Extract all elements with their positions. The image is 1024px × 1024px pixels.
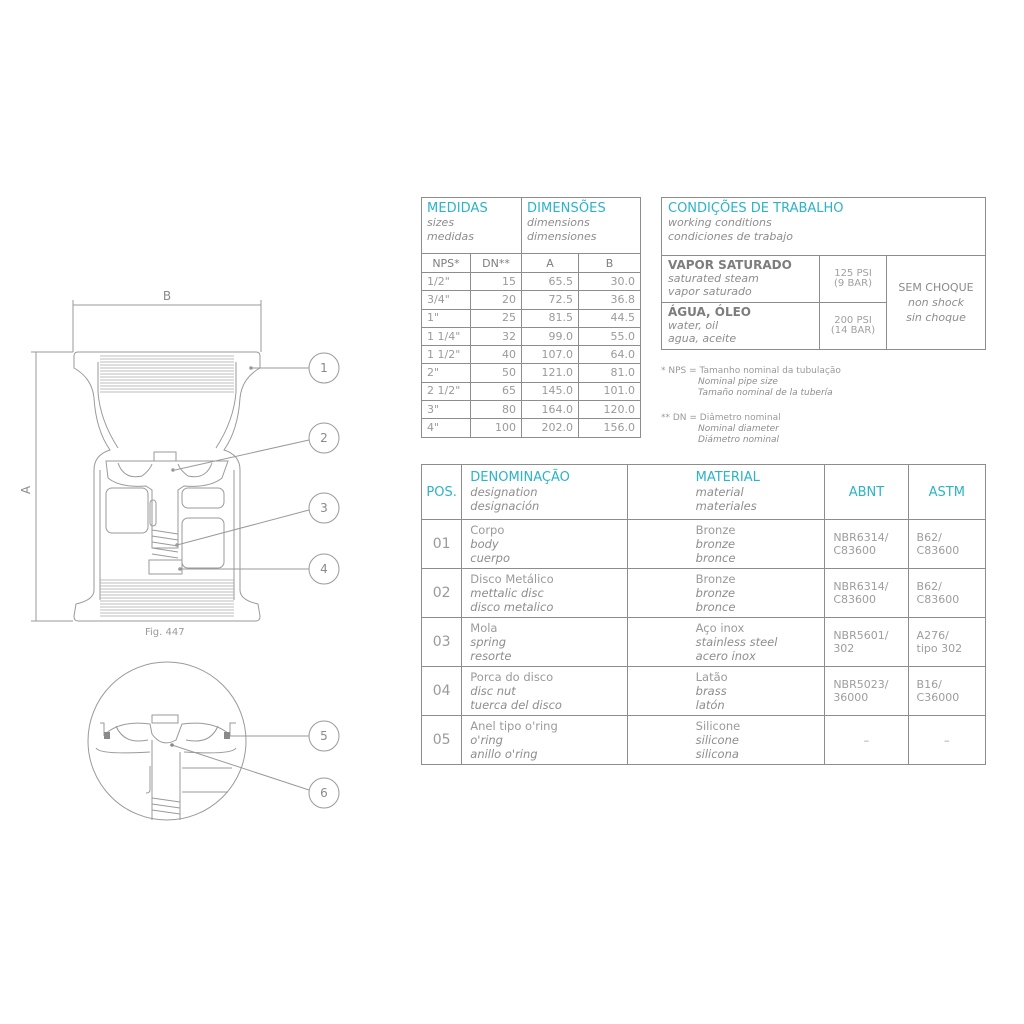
sizes-dimensions-table — [421, 197, 641, 438]
dimensions-group-header: DIMENSÕES dimensions dimensiones — [522, 198, 641, 254]
conditions-header: CONDIÇÕES DE TRABALHO working conditions condiciones de trabajo — [662, 198, 986, 256]
table-row: 4" 100 202.0 156.0 — [422, 419, 641, 437]
col-header-a: A — [522, 254, 579, 273]
working-conditions-table — [661, 197, 986, 350]
footnote-dn: ** DN = Diâmetro nominal — [661, 413, 781, 423]
shock-condition: SEM CHOQUE non shock sin choque — [887, 256, 986, 350]
table-row: 03 Mola spring resorte Aço inox stainless steel acero inox NBR5601/ 302 A276/ tipo 302 — [422, 618, 986, 667]
condition-row-water-oil: ÁGUA, ÓLEO water, oil agua, aceite 200 PSI (14 BAR) — [662, 303, 986, 350]
figure-caption: Fig. 447 — [145, 627, 185, 638]
col-header-pos: POS. — [422, 465, 462, 520]
col-header-b: B — [579, 254, 641, 273]
callout-6: 6 — [320, 786, 328, 800]
sizes-group-header: MEDIDAS sizes medidas — [422, 198, 522, 254]
table-row: 1 1/4" 32 99.0 55.0 — [422, 327, 641, 345]
col-header-material: MATERIAL material materiales — [627, 465, 825, 520]
callout-2: 2 — [320, 431, 328, 445]
callout-5: 5 — [320, 729, 328, 743]
table-row: 05 Anel tipo o'ring o'ring anillo o'ring Silicone silicone silicona – – — [422, 716, 986, 765]
col-header-abnt: ABNT — [825, 465, 908, 520]
col-header-astm: ASTM — [908, 465, 985, 520]
table-row: 04 Porca do disco disc nut tuerca del disco Latão brass latón NBR5023/ 36000 B16/ C36000 — [422, 667, 986, 716]
footnote-nps: * NPS = Tamanho nominal da tubulação — [661, 366, 841, 376]
table-row: 3/4" 20 72.5 36.8 — [422, 291, 641, 309]
table-row: 02 Disco Metálico mettalic disc disco metalico Bronze bronze bronce NBR6314/ C83600 B62/ C83600 — [422, 569, 986, 618]
callout-4: 4 — [320, 562, 328, 576]
table-row: 1" 25 81.5 44.5 — [422, 309, 641, 327]
dimension-a-label: A — [19, 485, 33, 495]
table-row: 2" 50 121.0 81.0 — [422, 364, 641, 382]
col-header-designation: DENOMINAÇÃO designation designación — [462, 465, 627, 520]
dimension-b-label: B — [162, 289, 172, 303]
col-header-dn: DN** — [471, 254, 522, 273]
table-row: 01 Corpo body cuerpo Bronze bronze bronce NBR6314/ C83600 B62/ C83600 — [422, 520, 986, 569]
col-header-nps: NPS* — [422, 254, 471, 273]
table-row: 2 1/2" 65 145.0 101.0 — [422, 382, 641, 400]
condition-row-steam: VAPOR SATURADO saturated steam vapor saturado 125 PSI (9 BAR) SEM CHOQUE non shock sin choque — [662, 256, 986, 303]
table-row: 3" 80 164.0 120.0 — [422, 401, 641, 419]
parts-materials-table — [421, 464, 986, 765]
table-row: 1 1/2" 40 107.0 64.0 — [422, 346, 641, 364]
footnotes: * NPS = Tamanho nominal da tubulação Nominal pipe size Tamaño nominal de la tubería ** DN = Diâmetro nominal Nominal diameter Diámetro nominal — [661, 366, 841, 445]
table-row: 1/2" 15 65.5 30.0 — [422, 273, 641, 291]
valve-cross-section-drawing — [0, 270, 400, 830]
callout-3: 3 — [320, 501, 328, 515]
callout-1: 1 — [320, 361, 328, 375]
